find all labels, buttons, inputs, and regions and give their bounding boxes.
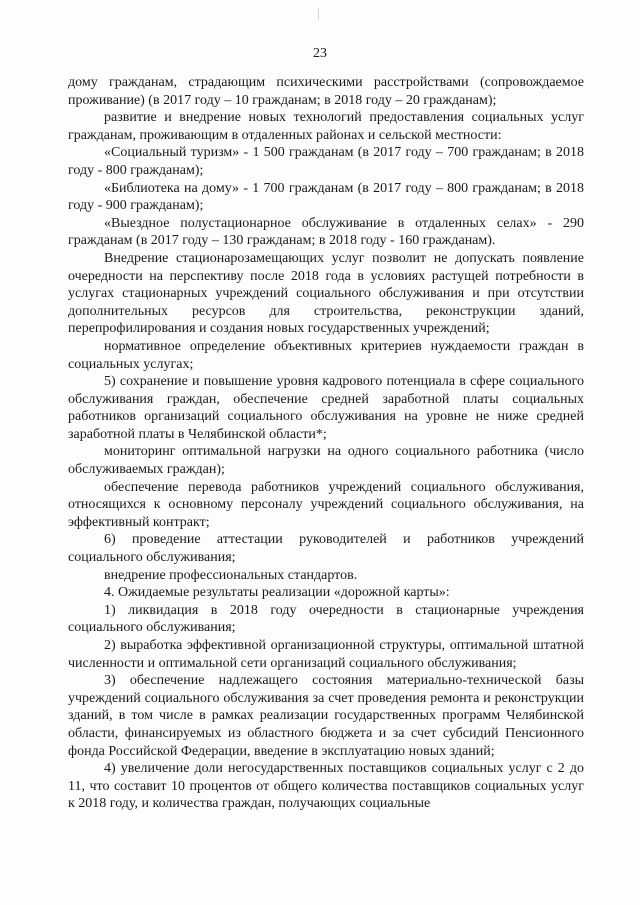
page-number: 23	[313, 46, 327, 61]
paragraph: «Библиотека на дому» - 1 700 гражданам (в 2017 году – 800 гражданам; в 2018 году - 900 гражданам);	[68, 180, 584, 214]
paragraph: внедрение профессиональных стандартов.	[104, 567, 358, 583]
paragraph: мониторинг оптимальной нагрузки на одного социального работника (число обслуживаемых граждан);	[68, 444, 584, 478]
paragraph: 6) проведение аттестации руководителей и работников учреждений социального обслуживания;	[68, 532, 584, 566]
paragraph: 3) обеспечение надлежащего состояния материально-технической базы учреждений социального обслуживания за счет проведения ремонта и реконструкции зданий, в том числе в рамках реализации государственных программ Челябинской области, финансируемых из областного бюджета и за счет субсидий Пенсионного фонда Российской Федерации, введение в эксплуатацию новых зданий;	[68, 673, 584, 759]
paragraph: 5) сохранение и повышение уровня кадрового потенциала в сфере социального обслуживания граждан, обеспечение средней заработной платы социальных работников организаций социального обслуживания на уровне не ниже средней заработной платы в Челябинской области*;	[68, 374, 584, 442]
paragraph: Внедрение стационарозамещающих услуг позволит не допускать появление очередности на перспективу после 2018 года в условиях растущей потребности в услугах стационарных учреждений социального обслуживания и при отсутствии дополнительных ресурсов для строительства, реконструкции зданий, перепрофилирования и создания новых государственных учреждений;	[68, 250, 584, 337]
body-text	[68, 74, 584, 813]
scan-artifact	[318, 8, 319, 20]
paragraph: 4. Ожидаемые результаты реализации «дорожной карты»:	[104, 585, 450, 601]
paragraph: обеспечение перевода работников учреждений социального обслуживания, относящихся к основному персоналу учреждений социального обслуживания, на эффективный контракт;	[68, 479, 584, 530]
paragraph: развитие и внедрение новых технологий предоставления социальных услуг гражданам, проживающим в отдаленных районах и сельской местности:	[68, 110, 584, 143]
paragraph: 4) увеличение доли негосударственных поставщиков социальных услуг с 2 до 11, что составит 10 процентов от общего количества поставщиков социальных услуг к 2018 году, и количества граждан, получающих социальные	[68, 761, 584, 812]
paragraph: нормативное определение объективных критериев нуждаемости граждан в социальных услугах;	[68, 338, 584, 372]
paragraph: 1) ликвидация в 2018 году очередности в стационарные учреждения социального обслуживания;	[68, 602, 584, 636]
paragraph: «Социальный туризм» - 1 500 гражданам (в 2017 году – 700 гражданам; в 2018 году - 800 гражданам);	[68, 145, 584, 178]
paragraph: «Выездное полустационарное обслуживание в отдаленных селах» - 290 гражданам (в 2017 году – 130 гражданам; в 2018 году - 160 гражданам).	[68, 215, 584, 249]
paragraph: 2) выработка эффективной организационной структуры, оптимальной штатной численности и оптимальной сети организаций социального обслуживания;	[68, 638, 584, 671]
paragraph: дому гражданам, страдающим психическими расстройствами (сопровождаемое проживание) (в 2017 году – 10 гражданам; в 2018 году – 20 гражданам);	[68, 75, 584, 108]
